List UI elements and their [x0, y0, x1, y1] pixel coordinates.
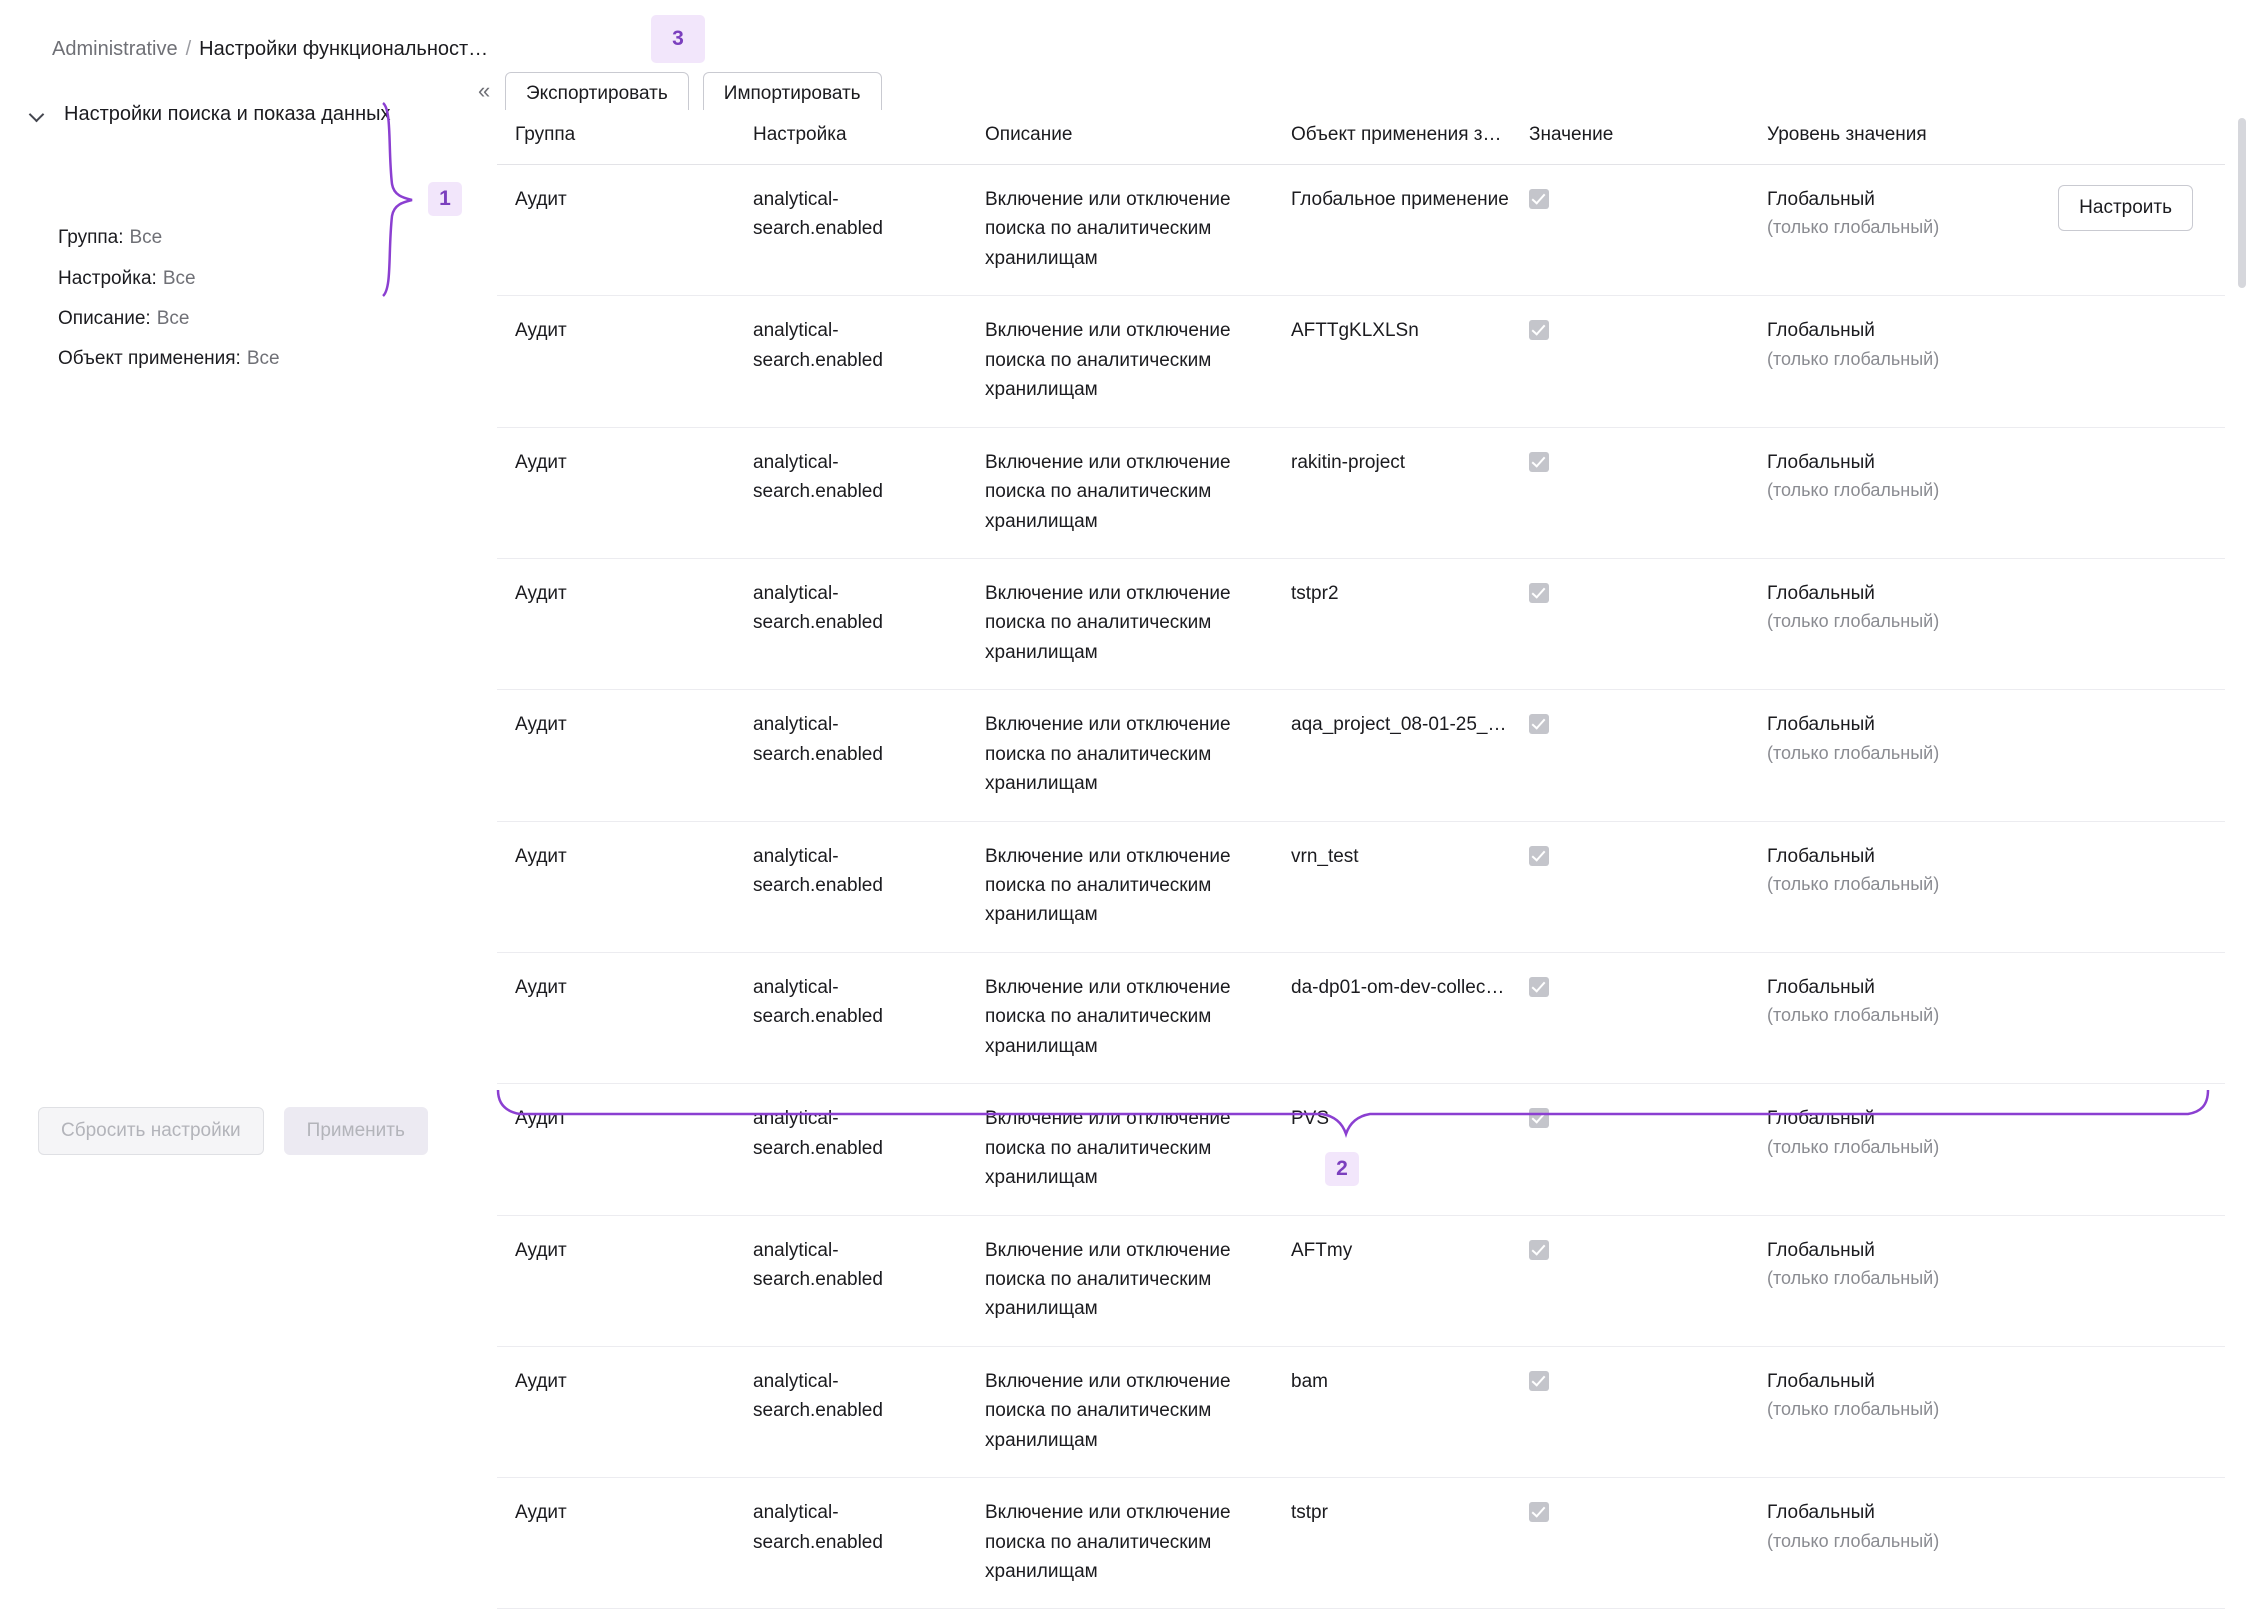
cell-description: Включение или отключение поиска по аналитическим хранилищам: [967, 1346, 1273, 1477]
table-row[interactable]: [497, 427, 2225, 558]
column-header-setting[interactable]: Настройка: [735, 110, 967, 165]
cell-object: [1273, 1084, 1511, 1215]
cell-level: [1749, 427, 1977, 558]
cell-value: [1511, 1084, 1749, 1215]
cell-setting: analytical-search.enabled: [735, 296, 967, 427]
level-main: Глобальный: [1767, 1239, 1875, 1261]
filter-setting-value[interactable]: Все: [162, 268, 196, 289]
cell-actions: [1977, 1346, 2225, 1477]
cell-description: Включение или отключение поиска по аналитическим хранилищам: [967, 821, 1273, 952]
cell-actions: [1977, 821, 2225, 952]
cell-actions: [1977, 952, 2225, 1083]
cell-group: Аудит: [497, 165, 735, 296]
cell-level: [1749, 952, 1977, 1083]
vertical-scrollbar-thumb[interactable]: [2238, 118, 2246, 288]
cell-object-text: vrn_test: [1291, 845, 1359, 867]
column-header-value[interactable]: Значение: [1511, 110, 1749, 165]
level-main: Глобальный: [1767, 976, 1875, 998]
table-row[interactable]: [497, 821, 2225, 952]
value-checkbox[interactable]: [1529, 320, 1549, 340]
table-row[interactable]: [497, 296, 2225, 427]
cell-value: [1511, 427, 1749, 558]
settings-table: [497, 110, 2225, 1609]
filters-panel: [0, 78, 490, 1206]
cell-value: [1511, 821, 1749, 952]
cell-object-text: AFTTgKLXLSn: [1291, 320, 1419, 342]
filter-group-label: Группа:: [58, 227, 124, 248]
level-sub: (только глобальный): [1767, 348, 1940, 369]
value-checkbox[interactable]: [1529, 1240, 1549, 1260]
level-main: Глобальный: [1767, 845, 1875, 867]
reset-filters-button[interactable]: Сбросить настройки: [38, 1107, 264, 1155]
cell-actions: [1977, 558, 2225, 689]
level-sub: (только глобальный): [1767, 874, 1940, 894]
cell-object-text: Глобальное применение: [1291, 189, 1509, 210]
cell-value: [1511, 165, 1749, 296]
value-checkbox[interactable]: [1529, 583, 1549, 603]
cell-object-text: rakitin-project: [1291, 451, 1406, 473]
cell-description: Включение или отключение поиска по аналитическим хранилищам: [967, 1215, 1273, 1346]
filters-actions: [38, 1107, 428, 1155]
level-sub: (только глобальный): [1767, 742, 1940, 763]
cell-description: Включение или отключение поиска по аналитическим хранилищам: [967, 690, 1273, 821]
level-sub: (только глобальный): [1767, 1005, 1940, 1026]
column-header-level[interactable]: Уровень значения: [1749, 110, 1977, 165]
filter-setting-label: Настройка:: [58, 268, 157, 289]
cell-description: Включение или отключение поиска по аналитическим хранилищам: [967, 427, 1273, 558]
table-header: [497, 110, 2225, 165]
annotation-badge-2: 2: [1325, 1152, 1359, 1186]
cell-level: [1749, 821, 1977, 952]
filter-object[interactable]: [58, 348, 280, 370]
cell-actions: [1977, 296, 2225, 427]
level-sub: (только глобальный): [1767, 1530, 1940, 1551]
filters-section-title: Настройки поиска и показа данных: [64, 103, 391, 125]
table-row[interactable]: [497, 690, 2225, 821]
cell-setting: analytical-search.enabled: [735, 952, 967, 1083]
cell-group: Аудит: [497, 1084, 735, 1215]
cell-object-text: tstpr: [1291, 1502, 1328, 1524]
annotation-badge-1: 1: [428, 182, 462, 216]
cell-actions: [1977, 1215, 2225, 1346]
export-button[interactable]: Экспортировать: [505, 72, 689, 116]
table-row[interactable]: [497, 952, 2225, 1083]
cell-group: Аудит: [497, 1346, 735, 1477]
cell-group: Аудит: [497, 558, 735, 689]
cell-value: [1511, 1478, 1749, 1609]
cell-value: [1511, 296, 1749, 427]
cell-object: [1273, 296, 1511, 427]
cell-object-text: bam: [1291, 1370, 1328, 1392]
level-sub: (только глобальный): [1767, 1267, 1940, 1288]
cell-object-text: PVS: [1291, 1108, 1330, 1130]
breadcrumb-current: Настройки функциональност…: [199, 38, 489, 60]
value-checkbox[interactable]: [1529, 1108, 1549, 1128]
collapse-panel-icon[interactable]: «: [478, 78, 491, 103]
level-main: Глобальный: [1767, 1370, 1875, 1392]
cell-group: Аудит: [497, 690, 735, 821]
cell-setting: analytical-search.enabled: [735, 427, 967, 558]
level-main: Глобальный: [1767, 189, 1875, 210]
import-button[interactable]: Импортировать: [703, 72, 882, 116]
level-main: Глобальный: [1767, 1108, 1875, 1130]
level-main: Глобальный: [1767, 451, 1875, 473]
level-main: Глобальный: [1767, 320, 1875, 342]
cell-description: Включение или отключение поиска по аналитическим хранилищам: [967, 558, 1273, 689]
configure-button[interactable]: Настроить: [2058, 185, 2193, 231]
breadcrumb: [52, 38, 488, 61]
level-sub: (только глобальный): [1767, 611, 1940, 632]
cell-level: [1749, 1215, 1977, 1346]
cell-level: [1749, 1084, 1977, 1215]
cell-object-text: tstpr2: [1291, 582, 1339, 604]
cell-object: [1273, 1346, 1511, 1477]
cell-group: Аудит: [497, 1215, 735, 1346]
cell-value: [1511, 558, 1749, 689]
filter-description[interactable]: [58, 308, 189, 330]
filter-group-value[interactable]: Все: [129, 227, 163, 248]
value-checkbox[interactable]: [1529, 977, 1549, 997]
level-main: Глобальный: [1767, 1502, 1875, 1524]
cell-object-text: AFTmy: [1291, 1239, 1353, 1261]
cell-group: Аудит: [497, 952, 735, 1083]
breadcrumb-separator: /: [185, 38, 192, 60]
cell-setting: analytical-search.enabled: [735, 1215, 967, 1346]
value-checkbox[interactable]: [1529, 714, 1549, 734]
filter-object-label: Объект применения:: [58, 348, 241, 369]
value-checkbox[interactable]: [1529, 452, 1549, 472]
cell-object: [1273, 952, 1511, 1083]
cell-object: [1273, 165, 1511, 296]
cell-object-text: da-dp01-om-dev-collec…: [1291, 976, 1505, 998]
level-main: Глобальный: [1767, 582, 1875, 604]
cell-actions: [1977, 1084, 2225, 1215]
cell-description: Включение или отключение поиска по аналитическим хранилищам: [967, 952, 1273, 1083]
level-sub: (только глобальный): [1767, 480, 1940, 501]
table-row[interactable]: [497, 1478, 2225, 1609]
cell-actions: [1977, 427, 2225, 558]
cell-object: [1273, 821, 1511, 952]
table-header-row: [497, 110, 2225, 165]
value-checkbox[interactable]: [1529, 846, 1549, 866]
filter-group[interactable]: [58, 227, 162, 249]
apply-filters-button[interactable]: Применить: [284, 1107, 428, 1155]
level-main: Глобальный: [1767, 714, 1875, 736]
filter-description-value[interactable]: Все: [156, 308, 190, 329]
cell-setting: analytical-search.enabled: [735, 1478, 967, 1609]
cell-object: [1273, 1478, 1511, 1609]
cell-value: [1511, 690, 1749, 821]
cell-description: Включение или отключение поиска по аналитическим хранилищам: [967, 165, 1273, 296]
cell-object: [1273, 427, 1511, 558]
value-checkbox[interactable]: [1529, 189, 1549, 209]
filter-object-value[interactable]: Все: [246, 348, 280, 369]
cell-object: [1273, 1215, 1511, 1346]
cell-actions: [1977, 165, 2225, 296]
cell-level: [1749, 165, 1977, 296]
cell-setting: analytical-search.enabled: [735, 690, 967, 821]
column-header-actions: [1977, 110, 2225, 165]
filters-section-header[interactable]: [30, 103, 391, 126]
cell-setting: analytical-search.enabled: [735, 1346, 967, 1477]
table-row[interactable]: [497, 1084, 2225, 1215]
cell-actions: [1977, 1478, 2225, 1609]
table-body: [497, 165, 2225, 1609]
cell-object: [1273, 558, 1511, 689]
chevron-down-icon[interactable]: [30, 107, 46, 123]
cell-setting: analytical-search.enabled: [735, 1084, 967, 1215]
level-sub: (только глобальный): [1767, 1399, 1940, 1420]
table-row[interactable]: [497, 558, 2225, 689]
value-checkbox[interactable]: [1529, 1502, 1549, 1522]
table-row[interactable]: [497, 1346, 2225, 1477]
level-sub: (только глобальный): [1767, 217, 1940, 238]
filter-setting[interactable]: [58, 268, 196, 290]
cell-level: [1749, 296, 1977, 427]
cell-object: [1273, 690, 1511, 821]
level-sub: (только глобальный): [1767, 1136, 1940, 1157]
filter-description-label: Описание:: [58, 308, 151, 329]
cell-group: Аудит: [497, 427, 735, 558]
cell-group: Аудит: [497, 821, 735, 952]
table-row[interactable]: [497, 165, 2225, 296]
cell-value: [1511, 952, 1749, 1083]
configure-button-wrap: [1995, 185, 2207, 231]
breadcrumb-root[interactable]: Administrative: [52, 38, 178, 60]
settings-table-area: [497, 110, 2237, 1582]
cell-level: [1749, 558, 1977, 689]
cell-description: Включение или отключение поиска по аналитическим хранилищам: [967, 1084, 1273, 1215]
cell-object-text: aqa_project_08-01-25_…: [1291, 714, 1507, 736]
cell-value: [1511, 1346, 1749, 1477]
column-header-description[interactable]: Описание: [967, 110, 1273, 165]
cell-value: [1511, 1215, 1749, 1346]
value-checkbox[interactable]: [1529, 1371, 1549, 1391]
cell-actions: [1977, 690, 2225, 821]
cell-level: [1749, 1478, 1977, 1609]
column-header-group[interactable]: Группа: [497, 110, 735, 165]
cell-description: Включение или отключение поиска по аналитическим хранилищам: [967, 1478, 1273, 1609]
cell-setting: analytical-search.enabled: [735, 558, 967, 689]
column-header-object[interactable]: Объект применения з…: [1273, 110, 1511, 165]
cell-group: Аудит: [497, 1478, 735, 1609]
annotation-badge-3: 3: [651, 15, 705, 63]
cell-setting: analytical-search.enabled: [735, 821, 967, 952]
table-row[interactable]: [497, 1215, 2225, 1346]
cell-setting: analytical-search.enabled: [735, 165, 967, 296]
cell-description: Включение или отключение поиска по аналитическим хранилищам: [967, 296, 1273, 427]
cell-level: [1749, 690, 1977, 821]
cell-level: [1749, 1346, 1977, 1477]
cell-group: Аудит: [497, 296, 735, 427]
